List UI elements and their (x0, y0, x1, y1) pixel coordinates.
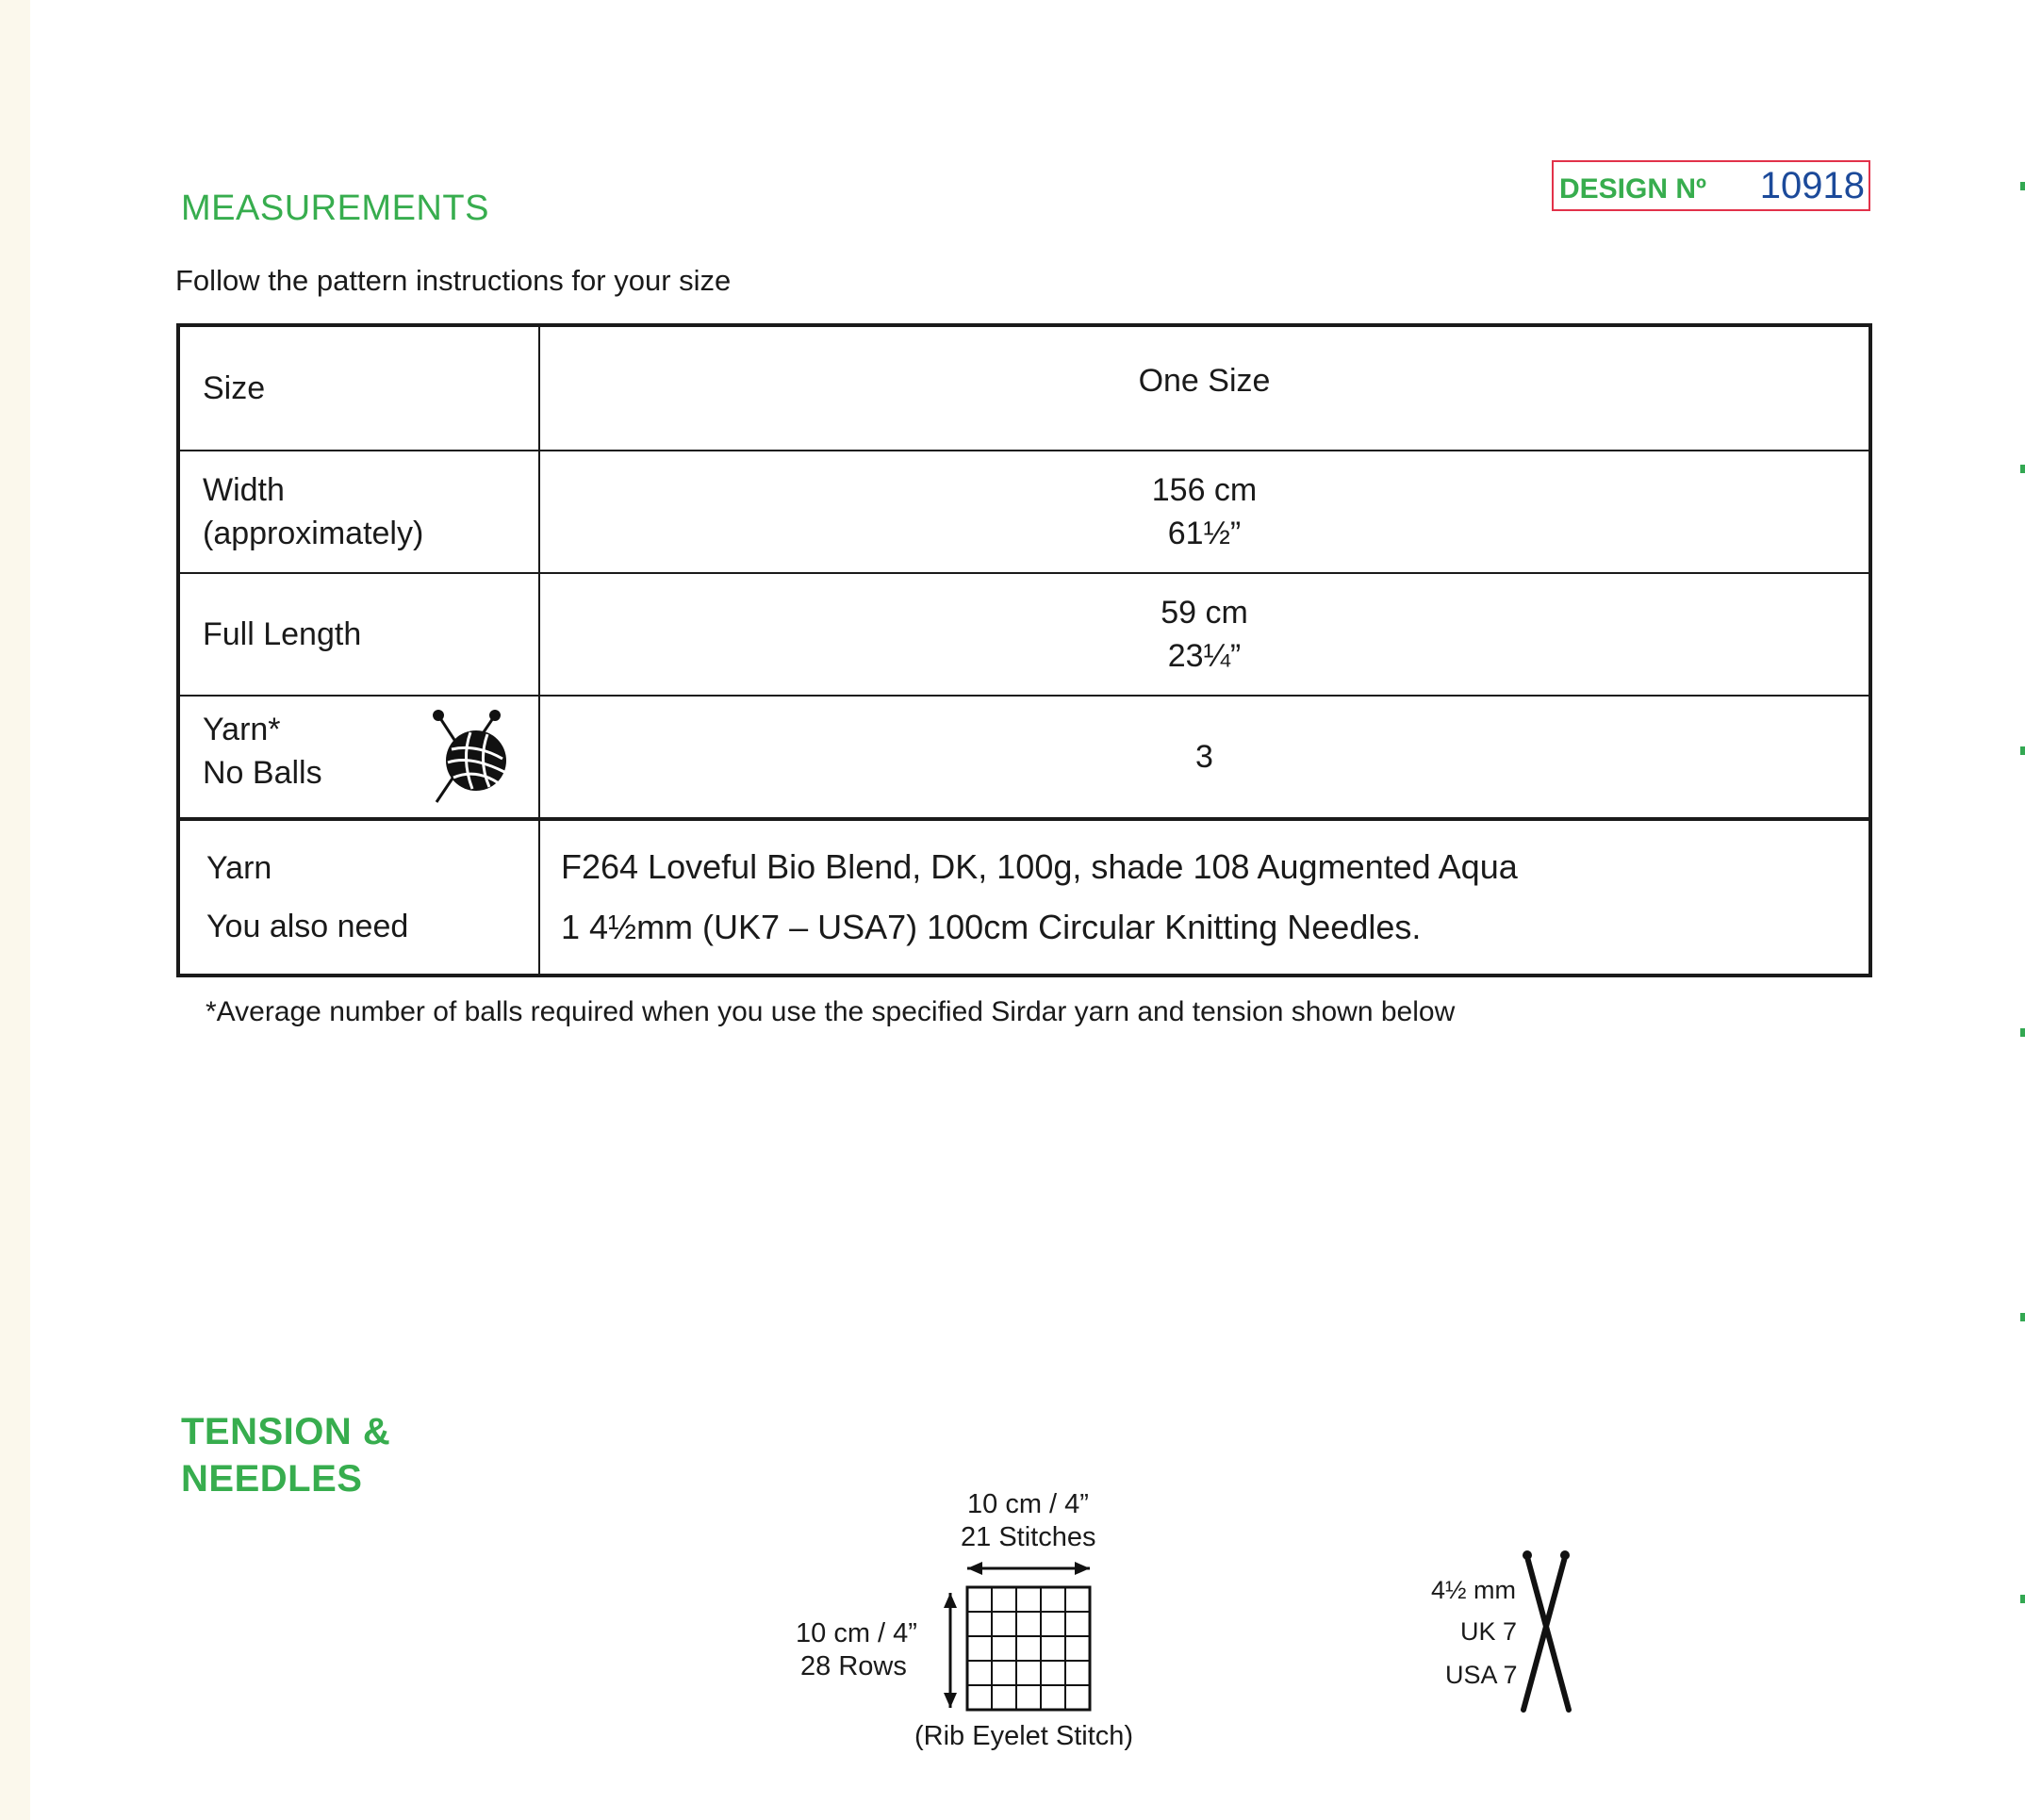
label-yarn-name: Yarn (206, 850, 272, 886)
row-value (539, 573, 1870, 696)
row-label (178, 696, 539, 819)
table-row (178, 696, 1870, 819)
margin-marker (2020, 1595, 2025, 1603)
label-length: Full Length (203, 616, 362, 652)
row-label (178, 325, 539, 451)
yarn-ball-needles-icon (433, 706, 518, 812)
design-label: DESIGN Nº (1559, 173, 1706, 205)
label-yarn: Yarn* (203, 712, 281, 747)
label-width: Width (203, 472, 285, 508)
label-balls: No Balls (203, 755, 322, 791)
row-value (539, 819, 1870, 976)
tension-heading (181, 1408, 390, 1502)
row-label (178, 819, 539, 976)
measurements-heading: MEASUREMENTS (181, 189, 489, 228)
row-label (178, 451, 539, 573)
needle-size-uk: UK 7 (1460, 1617, 1518, 1646)
value-needles: 1 4½mm (UK7 – USA7) 100cm Circular Knitting Needles. (561, 908, 1422, 946)
left-margin-strip (0, 0, 30, 1820)
margin-marker (2020, 182, 2025, 190)
value-width-in: 61½” (1167, 516, 1242, 551)
margin-marker (2020, 1313, 2025, 1321)
tension-heading-line1: TENSION & (181, 1411, 391, 1452)
table-row (178, 819, 1870, 976)
table-row (178, 573, 1870, 696)
measurements-table (176, 323, 1872, 977)
intro-text: Follow the pattern instructions for your size (175, 264, 732, 297)
footnote: *Average number of balls required when you use the specified Sirdar yarn and tension shown below (206, 996, 1456, 1027)
width-measure: 10 cm / 4” (967, 1489, 1089, 1519)
value-length-in: 23¼” (1167, 638, 1242, 674)
tension-swatch-icon (943, 1555, 1103, 1715)
needle-size-usa: USA 7 (1445, 1661, 1518, 1689)
label-size: Size (203, 370, 266, 406)
margin-marker (2020, 1028, 2025, 1037)
row-value (539, 696, 1870, 819)
tension-heading-line2: NEEDLES (181, 1458, 363, 1500)
margin-marker (2020, 465, 2025, 473)
crossed-needles-icon (1516, 1548, 1576, 1715)
table-row (178, 451, 1870, 573)
stitch-name: (Rib Eyelet Stitch) (914, 1721, 1134, 1751)
design-number-box (1552, 160, 1870, 211)
label-also-need: You also need (206, 909, 409, 944)
row-value (539, 451, 1870, 573)
value-size: One Size (1138, 363, 1271, 399)
row-count: 28 Rows (800, 1651, 907, 1681)
row-label (178, 573, 539, 696)
value-length-cm: 59 cm (1161, 595, 1248, 631)
design-number: 10918 (1759, 165, 1865, 206)
margin-marker (2020, 746, 2025, 755)
row-value (539, 325, 1870, 451)
label-width-note: (approximately) (203, 516, 424, 551)
value-width-cm: 156 cm (1151, 472, 1258, 508)
height-measure: 10 cm / 4” (796, 1618, 917, 1648)
value-balls: 3 (1195, 739, 1213, 775)
yarn-label-wrap (203, 697, 538, 817)
value-yarn-name: F264 Loveful Bio Blend, DK, 100g, shade 108 Augmented Aqua (561, 847, 1518, 886)
needle-size-mm: 4½ mm (1431, 1576, 1517, 1604)
stitch-count: 21 Stitches (961, 1522, 1096, 1552)
table-row (178, 325, 1870, 451)
